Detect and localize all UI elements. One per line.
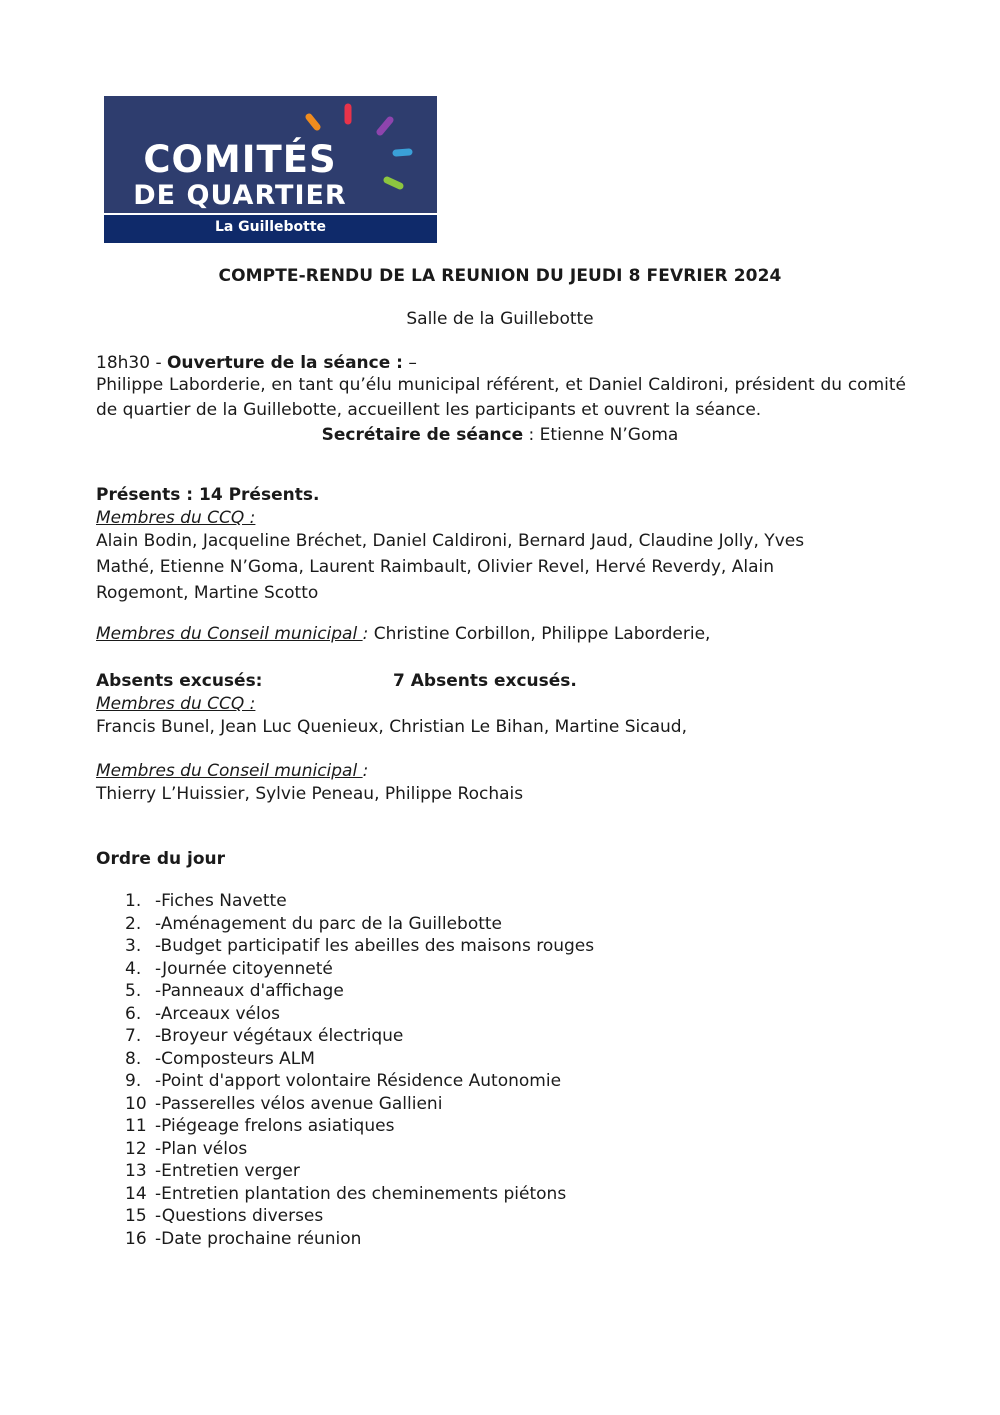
absent-council-colon: : — [362, 761, 369, 781]
agenda-item-number: 11 — [125, 1116, 147, 1136]
agenda-item-text: -Plan vélos — [155, 1138, 248, 1159]
agenda-item — [125, 958, 594, 981]
agenda-item-text: -Broyeur végétaux électrique — [155, 1026, 404, 1046]
agenda-item — [125, 1205, 594, 1228]
absent-council-label: Membres du Conseil municipal — [96, 761, 363, 781]
opening-line — [96, 351, 417, 375]
secretary-label: Secrétaire de séance — [321, 425, 524, 445]
logo-band-text: La Guillebotte — [214, 219, 327, 235]
present-ccq-names-2: Mathé, Etienne N’Goma, Laurent Raimbault, Olivier Revel, Hervé Reverdy, Alain — [96, 557, 774, 577]
agenda-item-text: -Composteurs ALM — [155, 1048, 315, 1069]
logo-line2: DE QUARTIER — [133, 180, 347, 211]
agenda-item — [125, 1070, 594, 1093]
present-council-colon: : — [362, 624, 369, 644]
agenda-item-number: 2. — [125, 913, 142, 934]
absent-ccq-label: Membres du CCQ : — [96, 694, 256, 714]
document-title: COMPTE-RENDU DE LA REUNION DU JEUDI 8 FEVRIER 2024 — [218, 266, 782, 286]
comites-de-quartier-logo — [104, 96, 437, 243]
agenda-item-number: 1. — [125, 891, 142, 911]
agenda-item — [125, 1183, 594, 1206]
agenda-item-text: -Entretien plantation des cheminements piétons — [155, 1183, 567, 1204]
agenda-item-text: -Fiches Navette — [155, 891, 287, 911]
secretary-line — [0, 423, 1000, 447]
agenda-item-text: -Panneaux d'affichage — [155, 981, 344, 1001]
agenda-item-number: 9. — [125, 1071, 142, 1091]
agenda-list — [125, 890, 594, 1250]
agenda-item-text: -Arceaux vélos — [155, 1003, 280, 1024]
agenda-item-number: 13 — [125, 1161, 147, 1181]
agenda-item — [125, 913, 594, 936]
absent-council-names: Thierry L’Huissier, Sylvie Peneau, Philippe Rochais — [96, 784, 524, 804]
logo-band — [104, 213, 437, 243]
agenda-item — [125, 1025, 594, 1048]
agenda-heading: Ordre du jour — [96, 849, 226, 869]
agenda-item — [125, 1093, 594, 1116]
agenda-item-number: 14 — [125, 1183, 147, 1204]
agenda-item-number: 16 — [125, 1228, 147, 1249]
opening-time: 18h30 - — [96, 353, 167, 373]
absent-count: 7 Absents excusés. — [393, 671, 577, 691]
present-heading: Présents : 14 Présents. — [96, 485, 320, 505]
present-ccq-names-1: Alain Bodin, Jacqueline Bréchet, Daniel Caldironi, Bernard Jaud, Claudine Jolly, Yves — [96, 531, 805, 551]
agenda-item-number: 15 — [125, 1206, 147, 1226]
agenda-item-number: 4. — [125, 958, 142, 979]
agenda-item-text: -Budget participatif les abeilles des maisons rouges — [155, 936, 595, 956]
agenda-item-number: 6. — [125, 1003, 142, 1024]
present-council-names: Christine Corbillon, Philippe Laborderie, — [368, 624, 711, 644]
present-ccq-names-3: Rogemont, Martine Scotto — [96, 583, 319, 603]
agenda-item — [125, 1003, 594, 1026]
agenda-item-number: 12 — [125, 1138, 147, 1159]
agenda-item-number: 10 — [125, 1093, 147, 1114]
agenda-item — [125, 935, 594, 958]
agenda-item — [125, 1138, 594, 1161]
agenda-item — [125, 1160, 594, 1183]
absent-heading: Absents excusés: — [96, 671, 263, 691]
present-council-line — [96, 622, 710, 646]
agenda-item-text: -Journée citoyenneté — [155, 958, 333, 979]
agenda-item — [125, 1228, 594, 1251]
opening-paragraph: Philippe Laborderie, en tant qu’élu municipal référent, et Daniel Caldironi, président du comité de quartier de la Guillebotte, accueillent les participants et ouvrent la séance. — [96, 375, 906, 420]
opening-label: Ouverture de la séance : — [166, 353, 403, 373]
agenda-item — [125, 890, 594, 913]
secretary-value: : Etienne N’Goma — [523, 425, 679, 445]
agenda-item-number: 7. — [125, 1026, 142, 1046]
agenda-item-number: 3. — [125, 936, 142, 956]
agenda-item-number: 5. — [125, 981, 142, 1001]
agenda-item-text: -Date prochaine réunion — [155, 1228, 362, 1249]
agenda-item-text: -Entretien verger — [155, 1161, 300, 1181]
venue: Salle de la Guillebotte — [406, 309, 594, 329]
logo-line1: COMITÉS — [143, 138, 337, 181]
absent-ccq-names: Francis Bunel, Jean Luc Quenieux, Christian Le Bihan, Martine Sicaud, — [96, 717, 687, 737]
absent-council-line — [96, 759, 368, 783]
agenda-item — [125, 1048, 594, 1071]
agenda-item — [125, 980, 594, 1003]
agenda-item-number: 8. — [125, 1048, 142, 1069]
agenda-item-text: -Aménagement du parc de la Guillebotte — [155, 913, 503, 934]
agenda-item-text: -Piégeage frelons asiatiques — [155, 1116, 395, 1136]
agenda-item-text: -Passerelles vélos avenue Gallieni — [155, 1093, 443, 1114]
present-ccq-label: Membres du CCQ : — [96, 508, 256, 528]
agenda-item — [125, 1115, 594, 1138]
agenda-item-text: -Questions diverses — [155, 1206, 324, 1226]
present-council-label: Membres du Conseil municipal — [96, 624, 363, 644]
agenda-item-text: -Point d'apport volontaire Résidence Autonomie — [155, 1071, 562, 1091]
opening-dash: – — [402, 353, 417, 373]
